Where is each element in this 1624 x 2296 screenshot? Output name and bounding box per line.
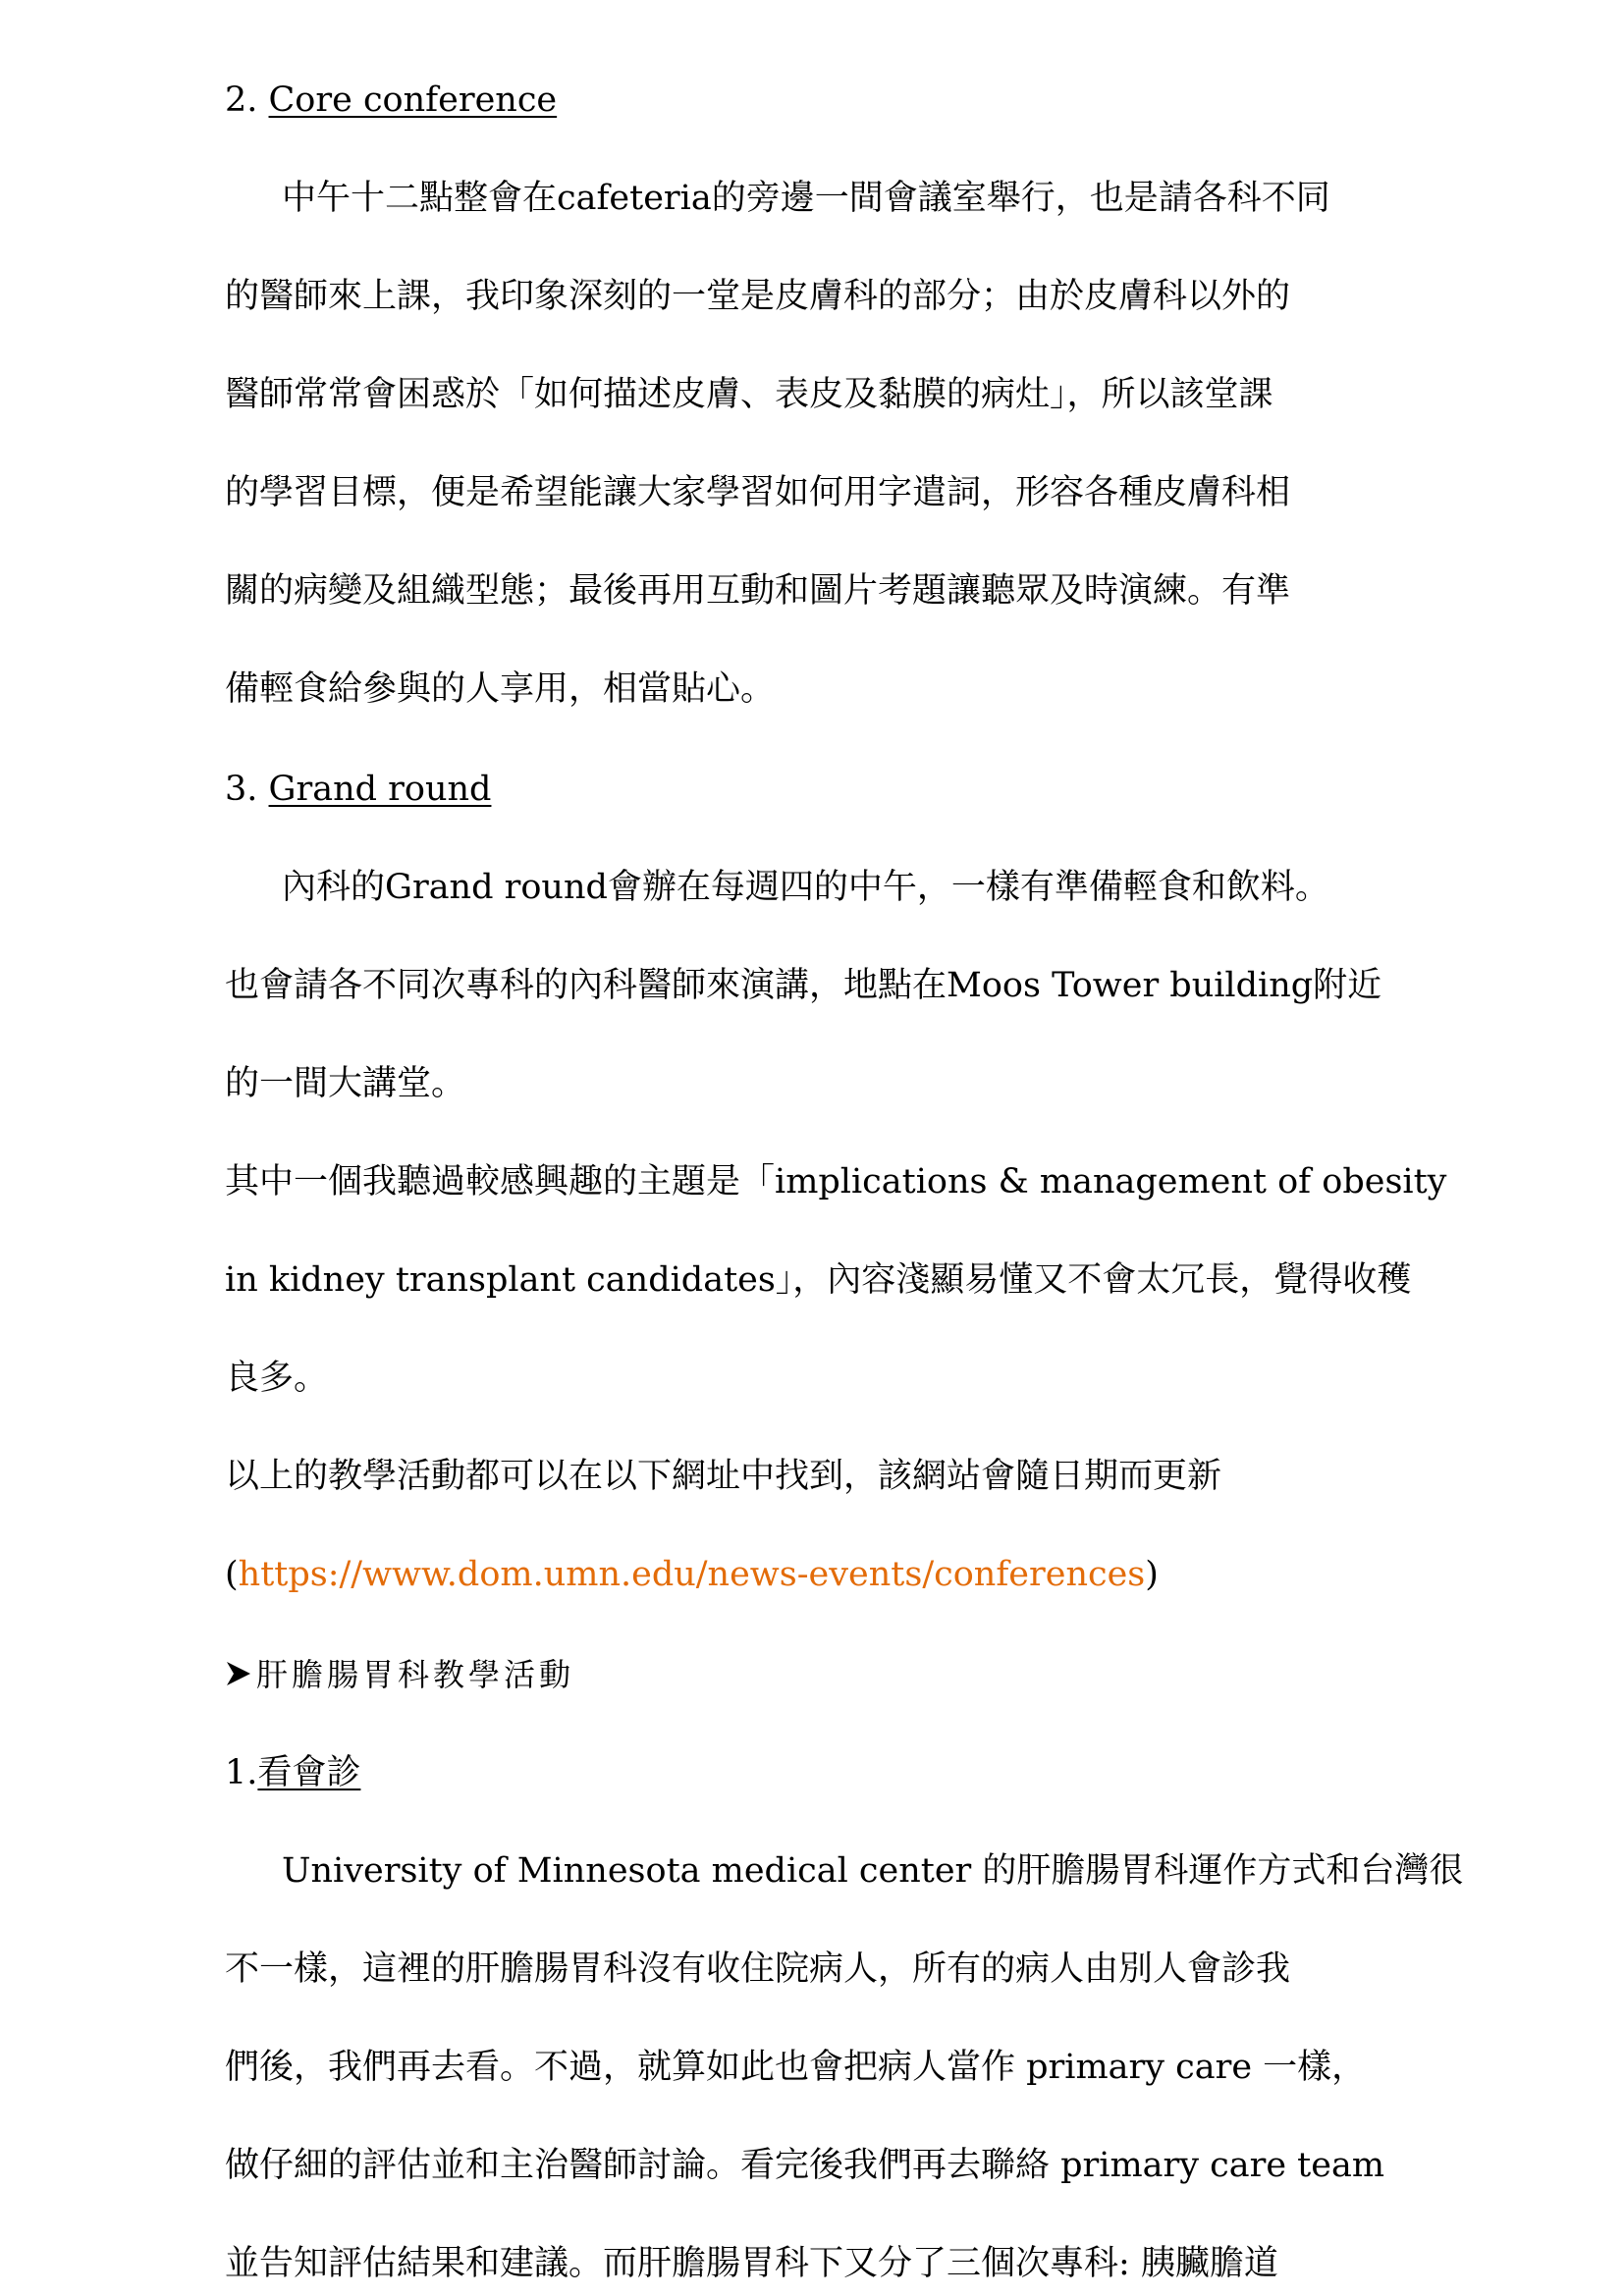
paragraph-line: 並告知評估結果和建議。而肝膽腸胃科下又分了三個次專科: 胰臟膽道 bbox=[225, 2244, 1278, 2283]
section-title: 看會診 bbox=[257, 1753, 361, 1792]
url-line bbox=[225, 1549, 1413, 1600]
paragraph-line: 中午十二點整會在cafeteria的旁邊一間會議室舉行，也是請各科不同 bbox=[282, 179, 1330, 218]
paragraph-line: 良多。 bbox=[225, 1359, 329, 1398]
section-number: 2. bbox=[225, 80, 269, 120]
paragraph-line: University of Minnesota medical center 的肝膽腸胃科運作方式和台灣很 bbox=[282, 1851, 1464, 1891]
paragraph-line: 其中一個我聽過較感興趣的主題是「implications & management of obesity bbox=[225, 1162, 1447, 1201]
section-title: Core conference bbox=[268, 80, 558, 120]
paragraph-line: 們後，我們再去看。不過，就算如此也會把病人當作 primary care 一樣， bbox=[225, 2048, 1367, 2087]
paragraph-line: 醫師常常會困惑於「如何描述皮膚、表皮及黏膜的病灶」，所以該堂課 bbox=[225, 375, 1273, 414]
url-paren-close: ) bbox=[1145, 1555, 1159, 1594]
paragraph-line: 做仔細的評估並和主治醫師討論。看完後我們再去聯絡 primary care team bbox=[225, 2146, 1385, 2185]
paragraph-line: 的學習目標，便是希望能讓大家學習如何用字遣詞，形容各種皮膚科相 bbox=[225, 473, 1291, 512]
paragraph-line: 內科的Grand round會辦在每週四的中午，一樣有準備輕食和飲料。 bbox=[282, 868, 1329, 907]
paragraph-line: 以上的教學活動都可以在以下網址中找到，該網站會隨日期而更新 bbox=[225, 1457, 1222, 1496]
paragraph-line: 的一間大講堂。 bbox=[225, 1064, 466, 1103]
section-title: Grand round bbox=[268, 770, 492, 809]
section-number: 1. bbox=[225, 1753, 258, 1792]
gi-heading-text: 肝膽腸胃科教學活動 bbox=[256, 1656, 575, 1693]
section-heading-core-conference bbox=[225, 75, 1413, 126]
gi-teaching-heading bbox=[225, 1649, 1413, 1700]
section-heading-consult bbox=[225, 1747, 1413, 1798]
paragraph-line: 備輕食給參與的人享用，相當貼心。 bbox=[225, 669, 776, 709]
paragraph-line: 關的病變及組織型態；最後再用互動和圖片考題讓聽眾及時演練。有準 bbox=[225, 571, 1291, 611]
paragraph-line: 不一樣，這裡的肝膽腸胃科沒有收住院病人，所有的病人由別人會診我 bbox=[225, 1949, 1291, 1989]
paragraph-line: 也會請各不同次專科的內科醫師來演講，地點在Moos Tower building附近 bbox=[225, 966, 1382, 1005]
url-paren-open: ( bbox=[225, 1555, 239, 1594]
arrowhead-bullet-icon bbox=[225, 1652, 252, 1682]
section-heading-grand-round bbox=[225, 764, 1413, 815]
conferences-link[interactable]: https://www.dom.umn.edu/news-events/conferences bbox=[238, 1555, 1146, 1594]
paragraph-line: in kidney transplant candidates」，內容淺顯易懂又不會太冗長，覺得收穫 bbox=[225, 1260, 1412, 1300]
section-number: 3. bbox=[225, 770, 269, 809]
paragraph-line: 的醫師來上課，我印象深刻的一堂是皮膚科的部分；由於皮膚科以外的 bbox=[225, 277, 1291, 316]
